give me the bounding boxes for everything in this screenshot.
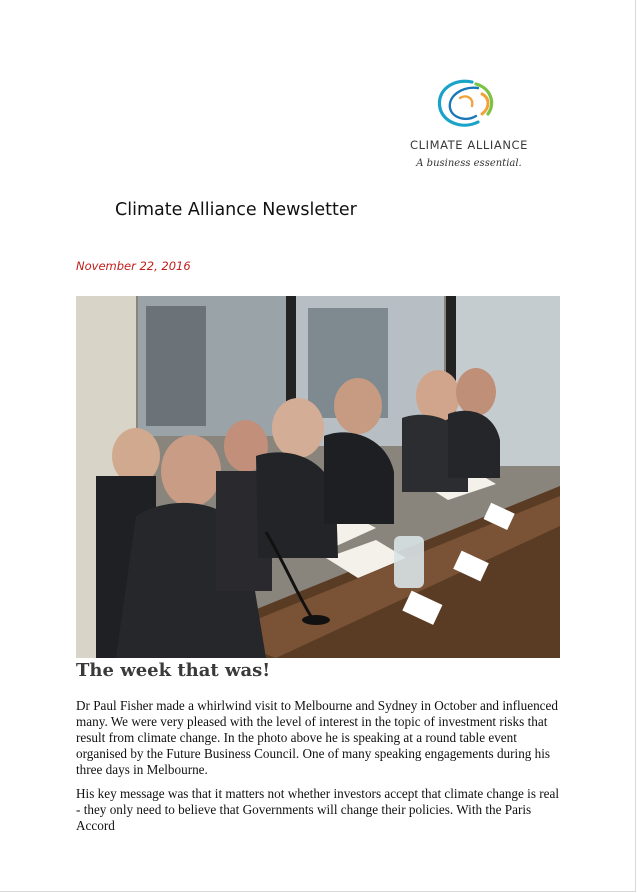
- logo-tagline: A business essential.: [416, 158, 522, 169]
- article-photo: [76, 296, 560, 658]
- logo-name: CLIMATE ALLIANCE: [409, 138, 529, 152]
- climate-alliance-logo: [398, 76, 540, 176]
- roundtable-meeting-photo-icon: [76, 296, 560, 658]
- article-paragraph: Dr Paul Fisher made a whirlwind visit to Melbourne and Sydney in October and influenced many. We were very pleased with the level of interest in the topic of investment risks that result from climate change. In the photo above he is speaking at a round table event organised by the Future Business Council. One of many speaking engagements during his three days in Melbourne.: [76, 698, 558, 777]
- newsletter-date: November 22, 2016: [76, 259, 191, 273]
- article-paragraph: His key message was that it matters not whether investors accept that climate change is real - they only need to believe that Governments will change their policies. With the Paris Accord: [76, 786, 560, 833]
- newsletter-title: Climate Alliance Newsletter: [115, 200, 357, 220]
- article-heading: The week that was!: [76, 660, 271, 681]
- swirl-logo-icon: [432, 76, 500, 134]
